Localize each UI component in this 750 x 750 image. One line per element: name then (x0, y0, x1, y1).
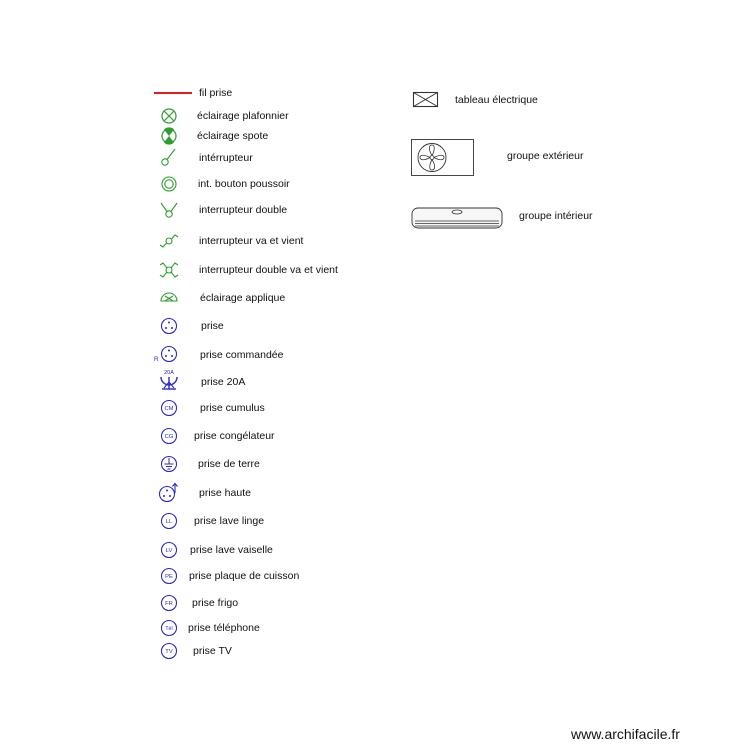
legend-label: fil prise (199, 87, 233, 99)
socket-code-icon (159, 511, 179, 531)
legend-label: groupe intérieur (519, 210, 593, 222)
push-button-icon (159, 174, 179, 194)
switch-icon (159, 146, 181, 168)
electrical-panel-icon (412, 91, 440, 109)
switched-socket-icon (153, 345, 181, 365)
svg-text:LL: LL (165, 519, 173, 526)
legend-label: prise (201, 320, 224, 332)
legend-label: intérrupteur (199, 152, 253, 164)
legend-label: prise de terre (198, 458, 260, 470)
svg-text:FR: FR (165, 601, 173, 608)
svg-text:CG: CG (164, 434, 174, 441)
red-wire-line (152, 89, 194, 97)
legend-label: éclairage applique (200, 292, 286, 304)
legend-label: prise téléphone (188, 622, 260, 634)
legend-label: tableau électrique (455, 94, 538, 106)
legend-label: prise haute (199, 487, 251, 499)
socket-code-icon (159, 618, 179, 638)
ceiling-light-icon (159, 106, 179, 126)
ground-socket-icon (159, 454, 179, 474)
legend-label: prise commandée (200, 349, 284, 361)
socket-code-icon (159, 398, 179, 418)
svg-text:R: R (154, 356, 159, 363)
legend-label: éclairage spote (197, 130, 269, 142)
double-switch-icon (157, 198, 181, 222)
svg-text:PE: PE (165, 574, 173, 581)
legend-label: prise cumulus (200, 402, 265, 414)
high-socket-icon (157, 481, 181, 505)
double-two-way-switch-icon (157, 258, 181, 282)
indoor-unit-icon (410, 206, 504, 232)
legend-label: interrupteur double (199, 204, 288, 216)
watermark: www.archifacile.fr (571, 726, 680, 742)
legend-label: prise 20A (201, 376, 246, 388)
legend-label: prise lave linge (194, 515, 265, 527)
two-way-switch-icon (157, 229, 181, 253)
legend-label: prise TV (193, 645, 232, 657)
legend-label: prise plaque de cuisson (189, 570, 300, 582)
svg-text:TV: TV (165, 649, 173, 656)
outdoor-unit-icon (410, 138, 476, 178)
legend-label: prise congélateur (194, 430, 275, 442)
legend-label: interrupteur double va et vient (199, 264, 338, 276)
svg-text:20A: 20A (164, 370, 174, 376)
legend-label: éclairage plafonnier (197, 110, 289, 122)
legend-label: prise lave vaiselle (190, 544, 273, 556)
socket-code-icon (159, 641, 179, 661)
wall-light-icon (158, 289, 180, 305)
legend-label: groupe extérieur (507, 150, 584, 162)
socket-code-icon (159, 540, 179, 560)
socket-20a-icon (157, 368, 181, 392)
socket-code-icon (159, 593, 179, 613)
socket-icon (159, 316, 179, 336)
spotlight-icon (159, 126, 179, 146)
svg-text:LV: LV (165, 548, 173, 555)
svg-text:Tél: Tél (165, 626, 173, 633)
legend-label: int. bouton poussoir (198, 178, 290, 190)
legend-label: interrupteur va et vient (199, 235, 304, 247)
svg-text:CM: CM (164, 406, 174, 413)
socket-code-icon (159, 426, 179, 446)
socket-code-icon (159, 566, 179, 586)
legend-label: prise frigo (192, 597, 239, 609)
